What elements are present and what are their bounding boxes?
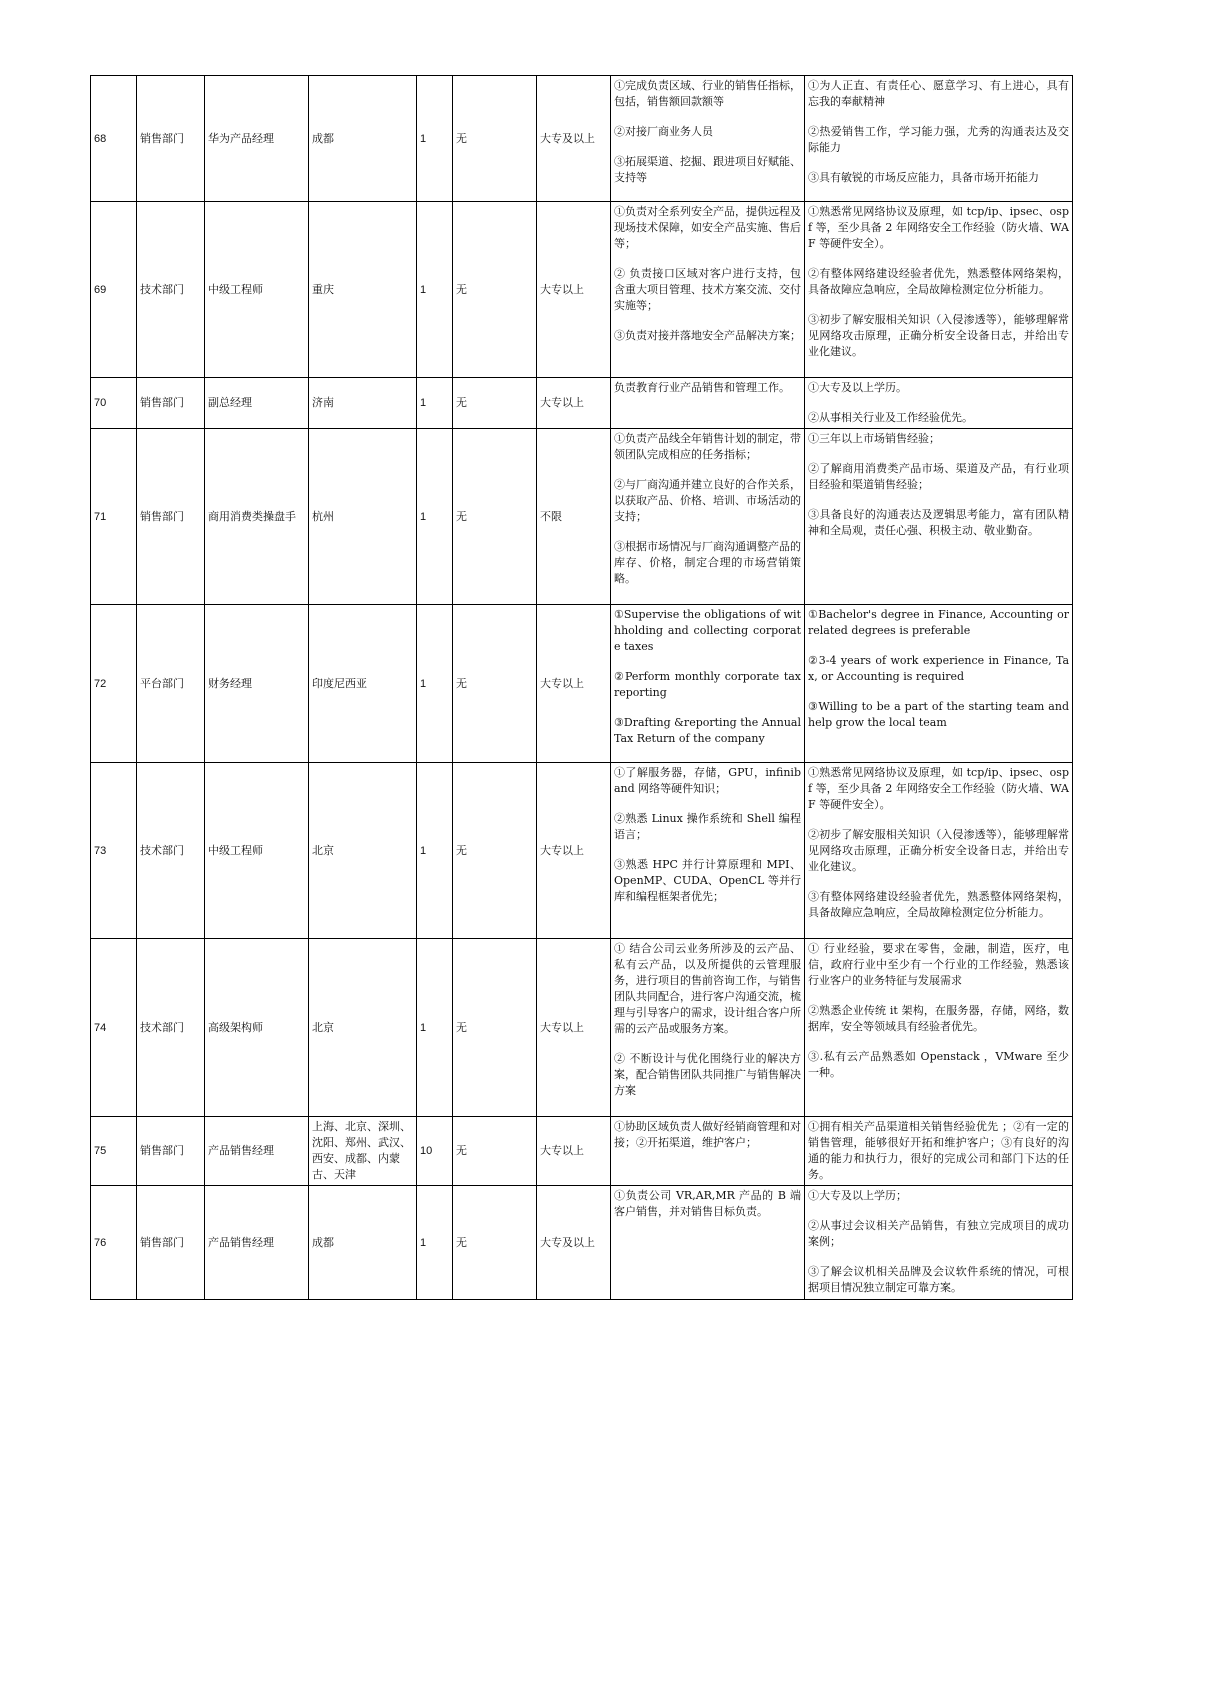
duty-item: ②与厂商沟通并建立良好的合作关系，以获取产品、价格、培训、市场活动的支持； — [614, 478, 801, 523]
cell-education: 大专以上 — [537, 605, 611, 763]
cell-headcount: 1 — [417, 763, 453, 939]
cell-position: 中级工程师 — [205, 763, 309, 939]
requirement-item: ③.私有云产品熟悉如 Openstack ，VMware 至少一种。 — [808, 1050, 1069, 1079]
duty-item: ①负责产品线全年销售计划的制定，带领团队完成相应的任务指标； — [614, 432, 801, 461]
duty-item: ③拓展渠道、挖掘、跟进项目好赋能、支持等 — [614, 155, 801, 184]
cell-number: 73 — [91, 763, 137, 939]
cell-duties — [611, 378, 805, 429]
requirement-item: ③有整体网络建设经验者优先，熟悉整体网络架构，具备故障应急响应，全局故障检测定位分析能力。 — [808, 890, 1069, 919]
cell-requirements — [805, 76, 1073, 202]
cell-requirements — [805, 939, 1073, 1117]
requirement-item: ①熟悉常见网络协议及原理，如 tcp/ip、ipsec、ospf 等，至少具备 2 年网络安全工作经验（防火墙、WAF 等硬件安全）。 — [808, 205, 1069, 250]
cell-department: 销售部门 — [137, 1117, 205, 1186]
duty-item: ③根据市场情况与厂商沟通调整产品的库存、价格，制定合理的市场营销策略。 — [614, 540, 801, 585]
table-row — [91, 1186, 1073, 1300]
cell-position: 财务经理 — [205, 605, 309, 763]
requirement-item: ①为人正直、有责任心、愿意学习、有上进心，具有忘我的奉献精神 — [808, 79, 1069, 108]
cell-duties — [611, 763, 805, 939]
duty-item: ① 结合公司云业务所涉及的云产品、私有云产品，以及所提供的云管理服务，进行项目的售前咨询工作，与销售团队共同配合，进行客户沟通交流，梳理与引导客户的需求，设计组合客户所需的云产品或服务方案。 — [614, 942, 801, 1035]
requirement-item: ③了解会议机相关品牌及会议软件系统的情况，可根据项目情况独立制定可靠方案。 — [808, 1265, 1069, 1294]
cell-gender: 无 — [453, 605, 537, 763]
cell-headcount: 1 — [417, 939, 453, 1117]
cell-location: 印度尼西亚 — [309, 605, 417, 763]
cell-number: 76 — [91, 1186, 137, 1300]
cell-department: 销售部门 — [137, 1186, 205, 1300]
cell-education: 大专及以上 — [537, 1186, 611, 1300]
requirement-item: ③具备良好的沟通表达及逻辑思考能力，富有团队精神和全局观，责任心强、积极主动、敬业勤奋。 — [808, 508, 1069, 537]
cell-headcount: 1 — [417, 605, 453, 763]
cell-duties — [611, 76, 805, 202]
requirement-item: ①三年以上市场销售经验； — [808, 432, 940, 445]
requirement-item: ②熟悉企业传统 it 架构，在服务器，存储，网络，数据库，安全等领域具有经验者优先。 — [808, 1004, 1069, 1033]
cell-number: 75 — [91, 1117, 137, 1186]
duty-item: ③熟悉 HPC 并行计算原理和 MPI、OpenMP、CUDA、OpenCL 等并行库和编程框架者优先； — [614, 858, 801, 903]
cell-headcount: 1 — [417, 1186, 453, 1300]
requirement-item: ②从事过会议相关产品销售，有独立完成项目的成功案例； — [808, 1219, 1069, 1248]
cell-location: 成都 — [309, 76, 417, 202]
cell-duties — [611, 429, 805, 605]
requirement-item: ①拥有相关产品渠道相关销售经验优先 ；②有一定的销售管理，能够很好开拓和维护客户；③有良好的沟通的能力和执行力，很好的完成公司和部门下达的任务。 — [808, 1120, 1069, 1181]
cell-location: 北京 — [309, 939, 417, 1117]
cell-gender: 无 — [453, 378, 537, 429]
cell-education: 大专及以上 — [537, 76, 611, 202]
cell-headcount: 1 — [417, 429, 453, 605]
cell-number: 69 — [91, 202, 137, 378]
duty-item: ①协助区域负责人做好经销商管理和对接；②开拓渠道，维护客户； — [614, 1120, 801, 1149]
requirement-item: ① 行业经验，要求在零售，金融，制造，医疗，电信，政府行业中至少有一个行业的工作经验，熟悉该行业客户的业务特征与发展需求 — [808, 942, 1069, 987]
cell-number: 71 — [91, 429, 137, 605]
cell-location: 重庆 — [309, 202, 417, 378]
table-row — [91, 202, 1073, 378]
cell-requirements — [805, 763, 1073, 939]
cell-education: 大专以上 — [537, 202, 611, 378]
table-row — [91, 605, 1073, 763]
cell-requirements — [805, 429, 1073, 605]
cell-headcount: 10 — [417, 1117, 453, 1186]
cell-duties — [611, 1117, 805, 1186]
table-row — [91, 763, 1073, 939]
duty-item: ②Perform monthly corporate tax reporting — [614, 670, 801, 699]
duty-item: 负责教育行业产品销售和管理工作。 — [614, 381, 790, 394]
cell-number: 70 — [91, 378, 137, 429]
requirement-item: ②3-4 years of work experience in Finance, Tax, or Accounting is required — [808, 654, 1069, 683]
requirement-item: ①熟悉常见网络协议及原理，如 tcp/ip、ipsec、ospf 等，至少具备 2 年网络安全工作经验（防火墙、WAF 等硬件安全）。 — [808, 766, 1069, 811]
cell-number: 72 — [91, 605, 137, 763]
requirement-item: ②热爱销售工作，学习能力强，尤秀的沟通表达及交际能力 — [808, 125, 1069, 154]
requirement-item: ①Bachelor's degree in Finance, Accounting or related degrees is preferable — [808, 608, 1069, 637]
table-row — [91, 1117, 1073, 1186]
cell-duties — [611, 202, 805, 378]
cell-department: 销售部门 — [137, 429, 205, 605]
duty-item: ② 负责接口区域对客户进行支持，包含重大项目管理、技术方案交流、交付实施等； — [614, 267, 801, 312]
requirement-item: ①大专及以上学历。 — [808, 381, 907, 394]
cell-education: 大专以上 — [537, 1117, 611, 1186]
cell-requirements — [805, 1117, 1073, 1186]
cell-requirements — [805, 202, 1073, 378]
requirement-item: ②了解商用消费类产品市场、渠道及产品，有行业项目经验和渠道销售经验； — [808, 462, 1069, 491]
job-table — [90, 75, 1073, 1300]
cell-duties — [611, 1186, 805, 1300]
cell-number: 74 — [91, 939, 137, 1117]
table-row — [91, 378, 1073, 429]
cell-position: 副总经理 — [205, 378, 309, 429]
cell-position: 产品销售经理 — [205, 1186, 309, 1300]
requirement-item: ②有整体网络建设经验者优先，熟悉整体网络架构，具备故障应急响应，全局故障检测定位分析能力。 — [808, 267, 1069, 296]
cell-duties — [611, 939, 805, 1117]
cell-gender: 无 — [453, 76, 537, 202]
cell-position: 高级架构师 — [205, 939, 309, 1117]
cell-education: 大专以上 — [537, 378, 611, 429]
cell-department: 销售部门 — [137, 76, 205, 202]
cell-duties — [611, 605, 805, 763]
requirement-item: ②初步了解安服相关知识（入侵渗透等），能够理解常见网络攻击原理，正确分析安全设备日志，并给出专业化建议。 — [808, 828, 1069, 873]
cell-education: 不限 — [537, 429, 611, 605]
requirement-item: ③具有敏锐的市场反应能力，具备市场开拓能力 — [808, 171, 1039, 184]
table-row — [91, 939, 1073, 1117]
requirement-item: ①大专及以上学历； — [808, 1189, 907, 1202]
duty-item: ③负责对接并落地安全产品解决方案； — [614, 329, 801, 342]
cell-headcount: 1 — [417, 202, 453, 378]
cell-gender: 无 — [453, 202, 537, 378]
cell-gender: 无 — [453, 1117, 537, 1186]
duty-item: ①负责公司 VR,AR,MR 产品的 B 端客户销售，并对销售目标负责。 — [614, 1189, 801, 1218]
requirement-item: ②从事相关行业及工作经验优先。 — [808, 411, 973, 424]
cell-gender: 无 — [453, 429, 537, 605]
cell-location: 北京 — [309, 763, 417, 939]
duty-item: ②熟悉 Linux 操作系统和 Shell 编程语言； — [614, 812, 801, 841]
cell-requirements — [805, 378, 1073, 429]
requirement-item: ③Willing to be a part of the starting team and help grow the local team — [808, 700, 1069, 729]
cell-department: 平台部门 — [137, 605, 205, 763]
cell-department: 技术部门 — [137, 939, 205, 1117]
cell-requirements — [805, 605, 1073, 763]
requirement-item: ③初步了解安服相关知识（入侵渗透等），能够理解常见网络攻击原理，正确分析安全设备日志，并给出专业化建议。 — [808, 313, 1069, 358]
duty-item: ①了解服务器，存储，GPU，infiniband 网络等硬件知识； — [614, 766, 801, 795]
cell-department: 技术部门 — [137, 763, 205, 939]
cell-position: 华为产品经理 — [205, 76, 309, 202]
cell-education: 大专以上 — [537, 939, 611, 1117]
cell-position: 产品销售经理 — [205, 1117, 309, 1186]
duty-item: ①负责对全系列安全产品，提供远程及现场技术保障，如安全产品实施、售后等； — [614, 205, 801, 250]
duty-item: ②对接厂商业务人员 — [614, 125, 713, 138]
duty-item: ② 不断设计与优化围绕行业的解决方案，配合销售团队共同推广与销售解决方案 — [614, 1052, 801, 1097]
table-row — [91, 76, 1073, 202]
cell-education: 大专以上 — [537, 763, 611, 939]
duty-item: ①Supervise the obligations of withholding and collecting corporate taxes — [614, 608, 801, 653]
duty-item: ①完成负责区域、行业的销售任指标，包括，销售额回款额等 — [614, 79, 801, 108]
table-row — [91, 429, 1073, 605]
cell-headcount: 1 — [417, 76, 453, 202]
cell-gender: 无 — [453, 939, 537, 1117]
cell-gender: 无 — [453, 763, 537, 939]
cell-position: 中级工程师 — [205, 202, 309, 378]
cell-number: 68 — [91, 76, 137, 202]
cell-location: 成都 — [309, 1186, 417, 1300]
cell-location: 杭州 — [309, 429, 417, 605]
cell-gender: 无 — [453, 1186, 537, 1300]
duty-item: ③Drafting &reporting the Annual Tax Return of the company — [614, 716, 801, 745]
cell-department: 销售部门 — [137, 378, 205, 429]
cell-location: 上海、北京、深圳、沈阳、郑州、武汉、西安、成都、内蒙古、天津 — [309, 1117, 417, 1186]
cell-headcount: 1 — [417, 378, 453, 429]
cell-requirements — [805, 1186, 1073, 1300]
cell-position: 商用消费类操盘手 — [205, 429, 309, 605]
cell-department: 技术部门 — [137, 202, 205, 378]
cell-location: 济南 — [309, 378, 417, 429]
